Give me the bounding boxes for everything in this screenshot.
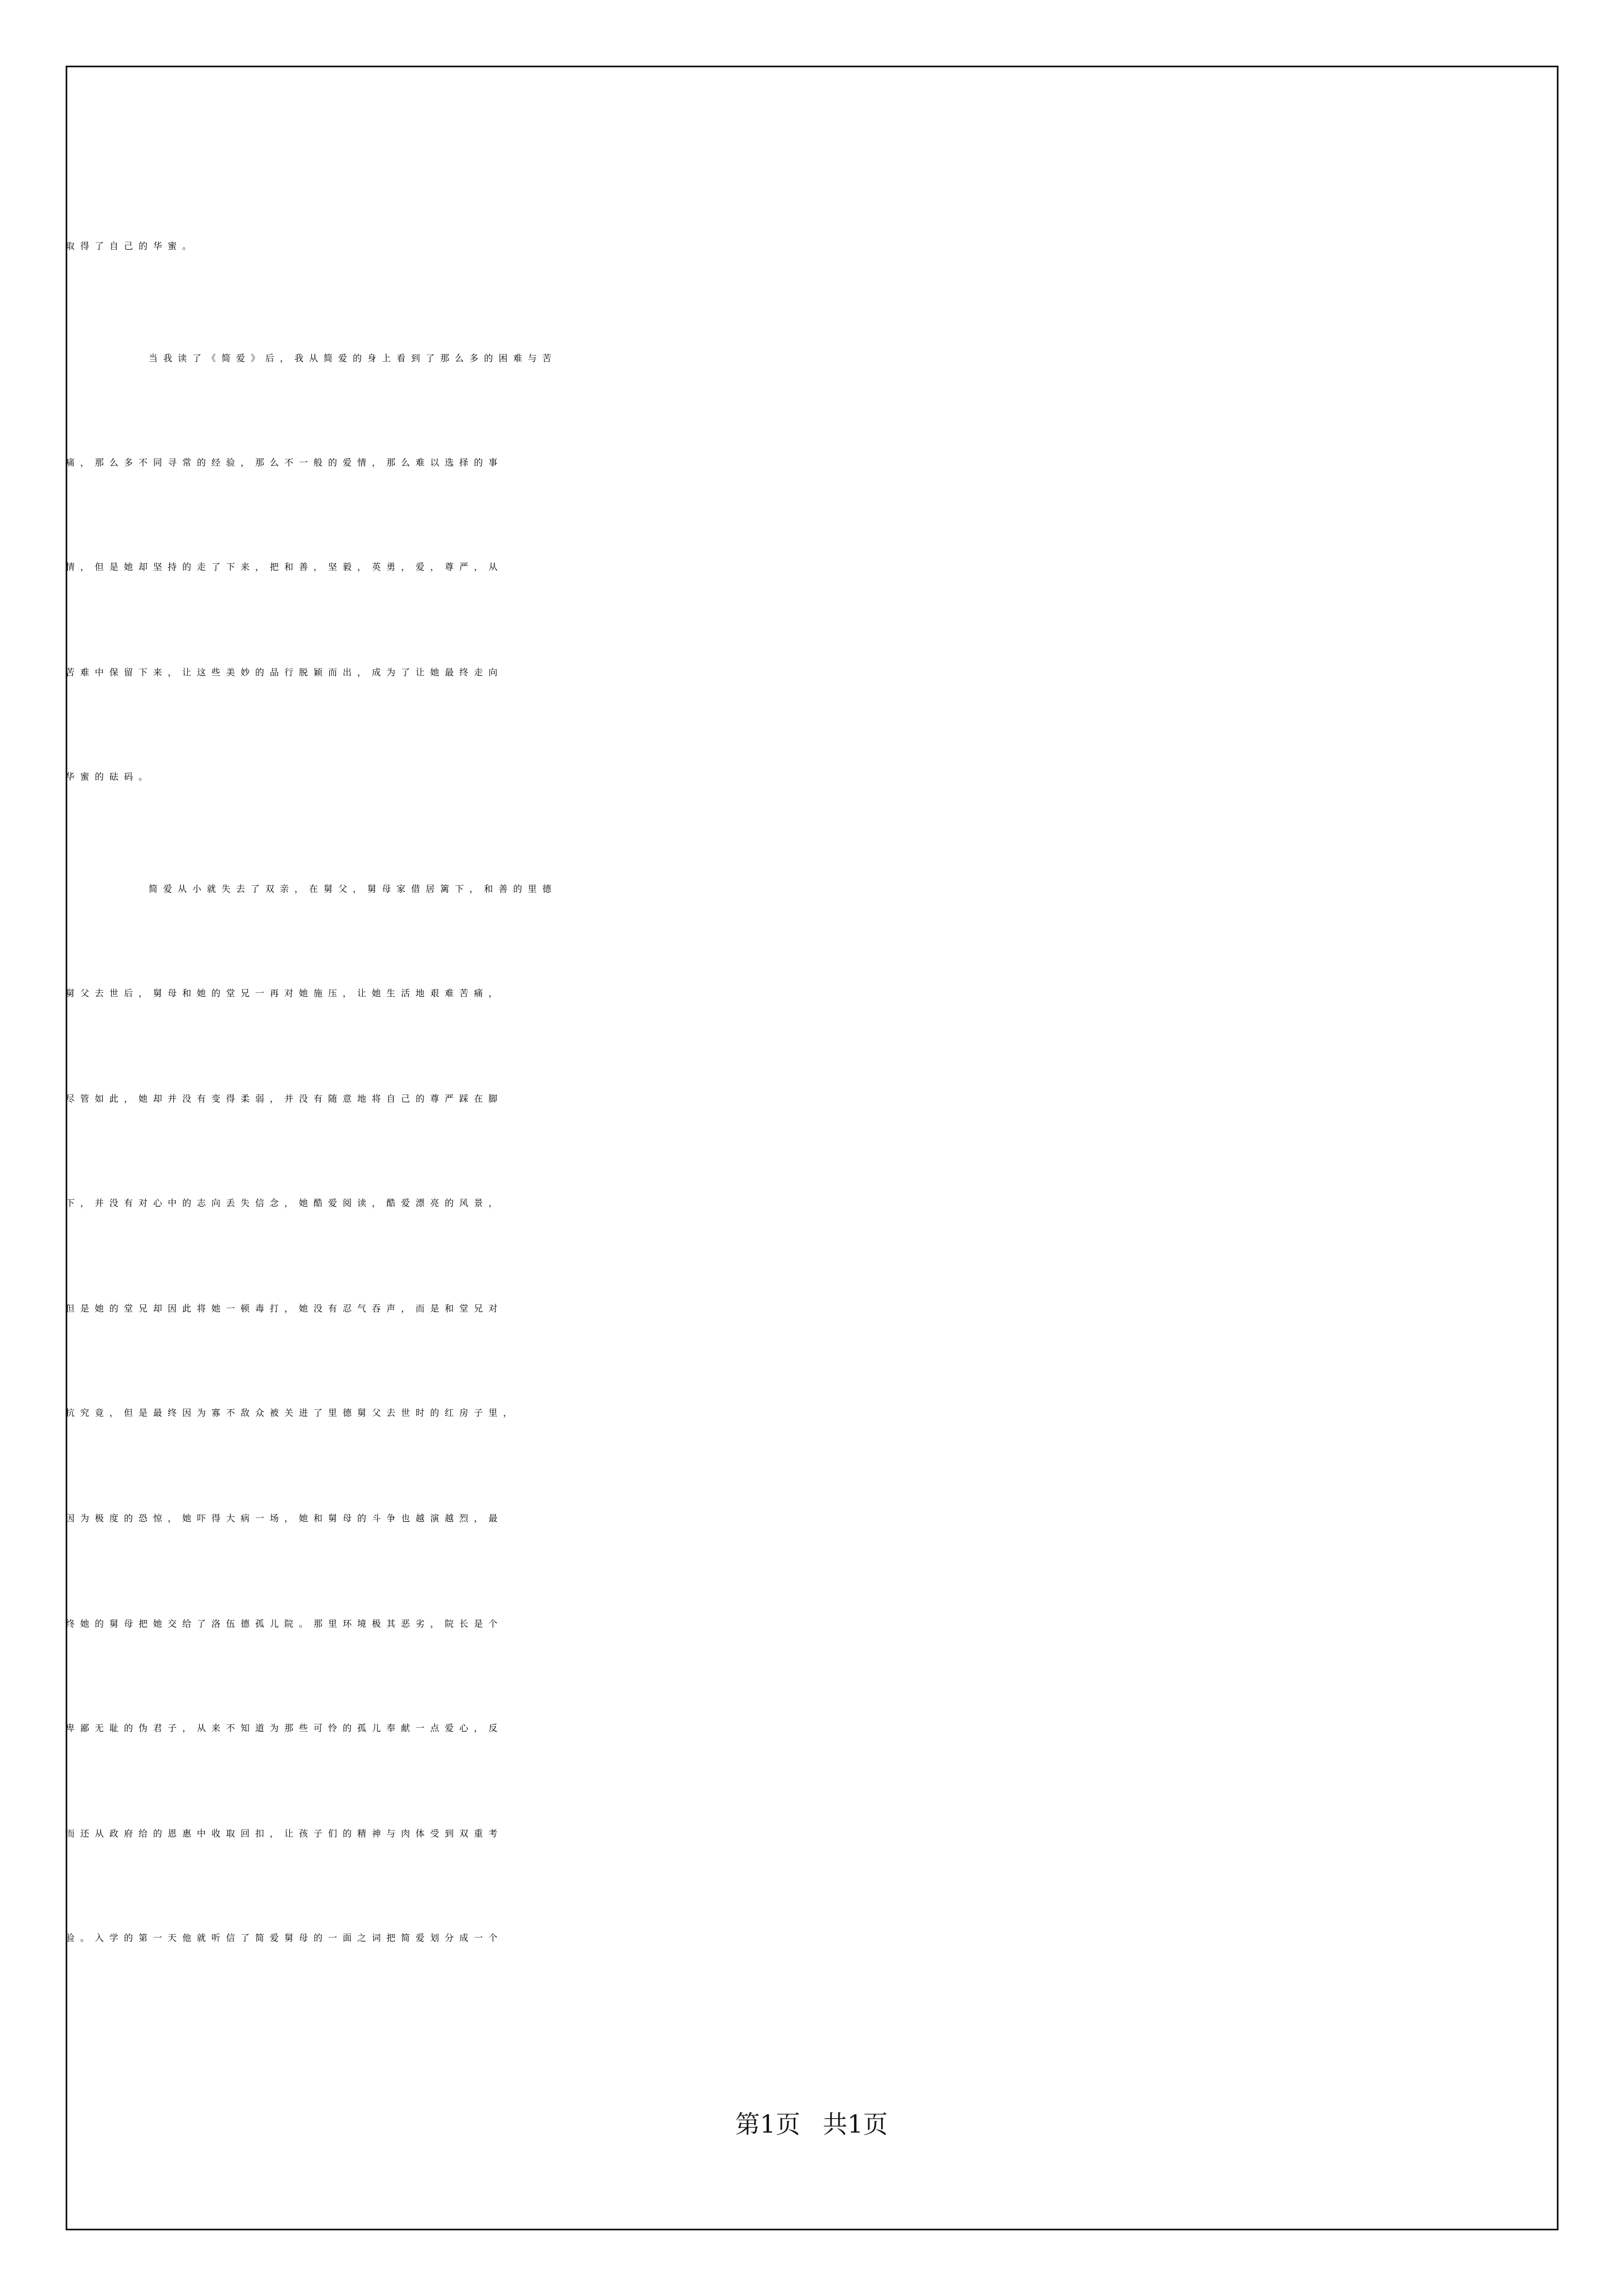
text-line-8: 舅父去世后，舅母和她的堂兄一再对她施压，让她生活地艰难苦痛， (66, 989, 504, 999)
text-line-14: 终她的舅母把她交给了洛伍德孤儿院。那里环境极其恶劣，院长是个 (66, 1619, 504, 1629)
page-border (66, 66, 1559, 2230)
text-line-12: 抗究竟，但是最终因为寡不敌众被关进了里德舅父去世时的红房子里， (66, 1409, 518, 1418)
text-line-16: 而还从政府给的恩惠中收取回扣，让孩子们的精神与肉体受到双重考 (66, 1829, 504, 1839)
text-line-5: 苦难中保留下来，让这些美妙的品行脱颖而出，成为了让她最终走向 (66, 668, 504, 678)
text-line-17: 验。入学的第一天他就听信了简爱舅母的一面之词把简爱划分成一个 (66, 1934, 504, 1943)
text-line-4: 情，但是她却坚持的走了下来，把和善，坚毅，英勇，爱，尊严，从 (66, 563, 504, 572)
text-line-9: 尽管如此，她却并没有变得柔弱，并没有随意地将自己的尊严踩在脚 (66, 1094, 504, 1104)
text-line-1: 取得了自己的华蜜。 (66, 242, 197, 251)
text-line-7: 简爱从小就失去了双亲，在舅父，舅母家借居篱下，和善的里德 (149, 885, 557, 894)
text-line-15: 卑鄙无耻的伪君子，从来不知道为那些可怜的孤儿奉献一点爱心，反 (66, 1724, 504, 1733)
text-line-2: 当我读了《简爱》后，我从简爱的身上看到了那么多的困难与苦 (149, 354, 557, 364)
text-line-3: 痛，那么多不同寻常的经验，那么不一般的爱情，那么难以选择的事 (66, 458, 504, 468)
text-line-6: 华蜜的砝码。 (66, 772, 154, 782)
page-footer (0, 2108, 1623, 2142)
page-number: 第1页 (735, 2110, 800, 2139)
text-line-11: 但是她的堂兄却因此将她一顿毒打，她没有忍气吞声，而是和堂兄对 (66, 1304, 504, 1314)
text-line-13: 因为极度的恐惊，她吓得大病一场，她和舅母的斗争也越演越烈，最 (66, 1514, 504, 1524)
page-total: 共1页 (823, 2110, 888, 2139)
text-line-10: 下，并没有对心中的志向丢失信念，她酷爱阅读，酷爱漂亮的风景， (66, 1199, 504, 1208)
